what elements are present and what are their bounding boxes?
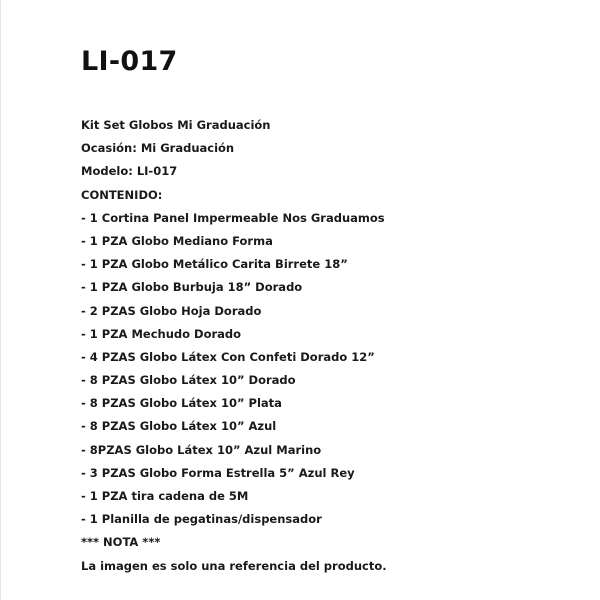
content-item: - 1 Planilla de pegatinas/dispensador: [81, 512, 322, 527]
contents-heading: CONTENIDO:: [81, 187, 163, 202]
product-code-title: LI-017: [81, 46, 178, 77]
content-item: - 8 PZAS Globo Látex 10” Dorado: [81, 373, 296, 388]
content-item: - 4 PZAS Globo Látex Con Confeti Dorado 12”: [81, 349, 375, 364]
content-item: - 8 PZAS Globo Látex 10” Azul: [81, 419, 277, 434]
note-text: La imagen es solo una referencia del producto.: [81, 558, 387, 573]
content-item: - 8 PZAS Globo Látex 10” Plata: [81, 396, 282, 411]
content-item: - 1 PZA Globo Metálico Carita Birrete 18”: [81, 257, 348, 272]
content-item: - 1 PZA Globo Mediano Forma: [81, 233, 273, 248]
content-item: - 3 PZAS Globo Forma Estrella 5” Azul Rey: [81, 465, 355, 480]
model-line: Modelo: LI-017: [81, 164, 178, 179]
content-item: - 1 PZA tira cadena de 5M: [81, 489, 249, 503]
content-item: - 1 Cortina Panel Impermeable Nos Graduamos: [81, 210, 385, 225]
kit-name: Kit Set Globos Mi Graduación: [81, 118, 271, 132]
product-description: [81, 114, 387, 578]
content-item: - 8PZAS Globo Látex 10” Azul Marino: [81, 442, 322, 457]
note-heading: *** NOTA ***: [81, 535, 161, 550]
content-item: - 2 PZAS Globo Hoja Dorado: [81, 303, 262, 318]
occasion-line: Ocasión: Mi Graduación: [81, 141, 235, 156]
content-item: - 1 PZA Mechudo Dorado: [81, 326, 242, 341]
content-item: - 1 PZA Globo Burbuja 18” Dorado: [81, 280, 303, 295]
